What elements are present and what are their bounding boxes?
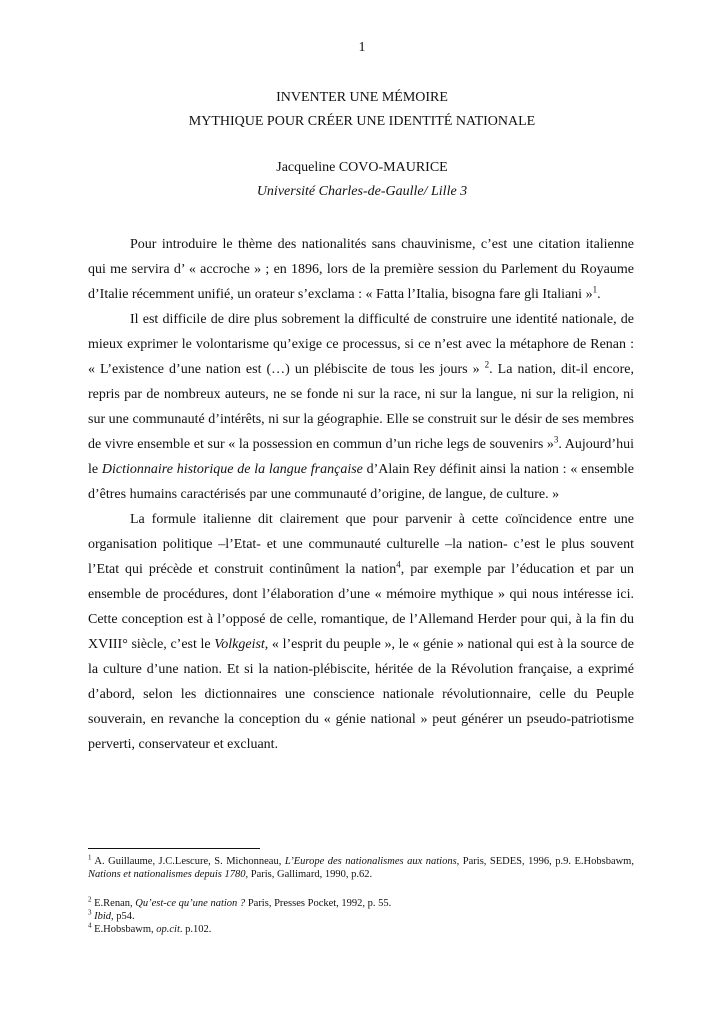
paragraph-3-part-a: La formule italienne dit clairement que pour parvenir à cette coïncidence entre une organisation politique –l’Etat- et une communauté culturelle –la nation- c’est le plus souvent l’Etat qui précède et construit continûment la nation — [88, 512, 634, 577]
footnote-1-part-c: , Paris, Gallimard, 1990, p.62. — [245, 869, 373, 880]
footnote-3-number: 3 — [88, 908, 92, 917]
footnote-separator — [88, 848, 260, 849]
title-line-2: MYTHIQUE POUR CRÉER UNE IDENTITÉ NATIONALE — [188, 114, 536, 129]
title-line-1: INVENTER UNE MÉMOIRE — [276, 90, 448, 105]
footnote-4-number: 4 — [88, 921, 92, 930]
footnote-ref-2[interactable]: 2 — [484, 359, 490, 370]
footnote-1-part-b: , Paris, SEDES, 1996, p.9. E.Hobsbawm, — [456, 856, 634, 867]
paragraph-1 — [88, 232, 634, 307]
footnote-2-number: 2 — [88, 895, 92, 904]
paragraph-1-end: . — [597, 287, 601, 302]
footnote-1 — [88, 855, 634, 881]
paragraph-1-text: Pour introduire le thème des nationalités sans chauvinisme, c’est une citation italienne qui me servira d’ « accroche » ; en 1896, lors de la première session du Parlement du Royaume d’Italie récemment unifié, un orateur s’exclama : « Fatta l’Italia, bisogna fare gli Italiani » — [88, 237, 634, 302]
footnote-2-part-a: E.Renan, — [91, 898, 136, 909]
paragraph-3-part-c: , « l’esprit du peuple », le « génie » national qui est à la source de la culture d’une nation. Et si la nation-plébiscite, héritée de la Révolution française, a exprimé d’abord, selon les dictionnaires une conscience nationale révolutionnaire, celle du Peuple souverain, en revanche la conception du « génie national » peut générer un pseudo-patriotisme perverti, conservateur et excluant. — [88, 637, 634, 752]
paragraph-2 — [88, 307, 634, 507]
footnote-1-number: 1 — [88, 853, 92, 862]
footnote-3 — [88, 910, 634, 923]
footnote-1-part-a: A. Guillaume, J.C.Lescure, S. Michonneau, — [91, 856, 285, 867]
footnote-3-part-b: , p54. — [111, 911, 135, 922]
author-name: Jacqueline COVO-MAURICE — [276, 160, 448, 175]
author-block — [0, 156, 724, 204]
footnote-4 — [88, 923, 634, 936]
footnote-3-title: Ibid — [91, 911, 112, 922]
page-number: 1 — [358, 40, 366, 55]
footnote-2-part-b: Paris, Presses Pocket, 1992, p. 55. — [245, 898, 392, 909]
author-affiliation: Université Charles-de-Gaulle/ Lille 3 — [256, 184, 468, 199]
footnote-ref-3[interactable]: 3 — [553, 434, 559, 445]
paragraph-2-part-c: . Aujourd’hui le — [88, 437, 634, 477]
footnote-1-title-1: L’Europe des nationalismes aux nations — [284, 856, 457, 867]
volkgeist-term: Volkgeist — [214, 637, 265, 652]
paragraph-2-part-a: Il est difficile de dire plus sobrement la difficulté de construire une identité nationale, de mieux exprimer le volontarisme qu’exige ce processus, si ce n’est avec la métaphore de Renan : « L’existence d’une nation est (…) un plébiscite de tous les jours » — [88, 312, 634, 377]
footnote-ref-4[interactable]: 4 — [396, 559, 401, 570]
body-text — [88, 232, 634, 757]
footnote-4-part-b: . p.102. — [179, 924, 212, 935]
footnote-4-part-a: E.Hobsbawm, — [91, 924, 157, 935]
footnotes — [88, 855, 634, 936]
footnote-ref-1[interactable]: 1 — [592, 284, 598, 295]
article-title — [0, 86, 724, 134]
footnote-4-title: op.cit — [156, 924, 180, 935]
paragraph-3 — [88, 507, 634, 757]
footnote-2 — [88, 897, 634, 910]
paragraph-2-part-d: d’Alain Rey définit ainsi la nation : « ensemble d’êtres humains caractérisés par une communauté d’origine, de langue, de culture. » — [88, 462, 634, 502]
paragraph-2-part-b: . La nation, dit-il encore, repris par de nombreux auteurs, ne se fonde ni sur la race, ni sur la langue, ni sur la religion, ni sur une communauté d’intérêts, ni sur la géographie. Elle se construit sur le désir de ses membres de vivre ensemble et sur « la possession en commun d’un riche legs de souvenirs » — [88, 362, 634, 452]
footnote-2-title: Qu’est-ce qu’une nation ? — [135, 898, 246, 909]
paragraph-3-part-b: , par exemple par l’éducation et par un ensemble de procédures, dont l’élaboration d’une « mémoire mythique » qui nous intéresse ici. Cette conception est à l’opposé de celle, romantique, de l’Allemand Herder pour qui, à la fin du XVIII° siècle, c’est le — [88, 562, 635, 652]
dictionary-title: Dictionnaire historique de la langue française — [101, 462, 363, 477]
footnote-1-title-2: Nations et nationalismes depuis 1780 — [88, 869, 246, 880]
